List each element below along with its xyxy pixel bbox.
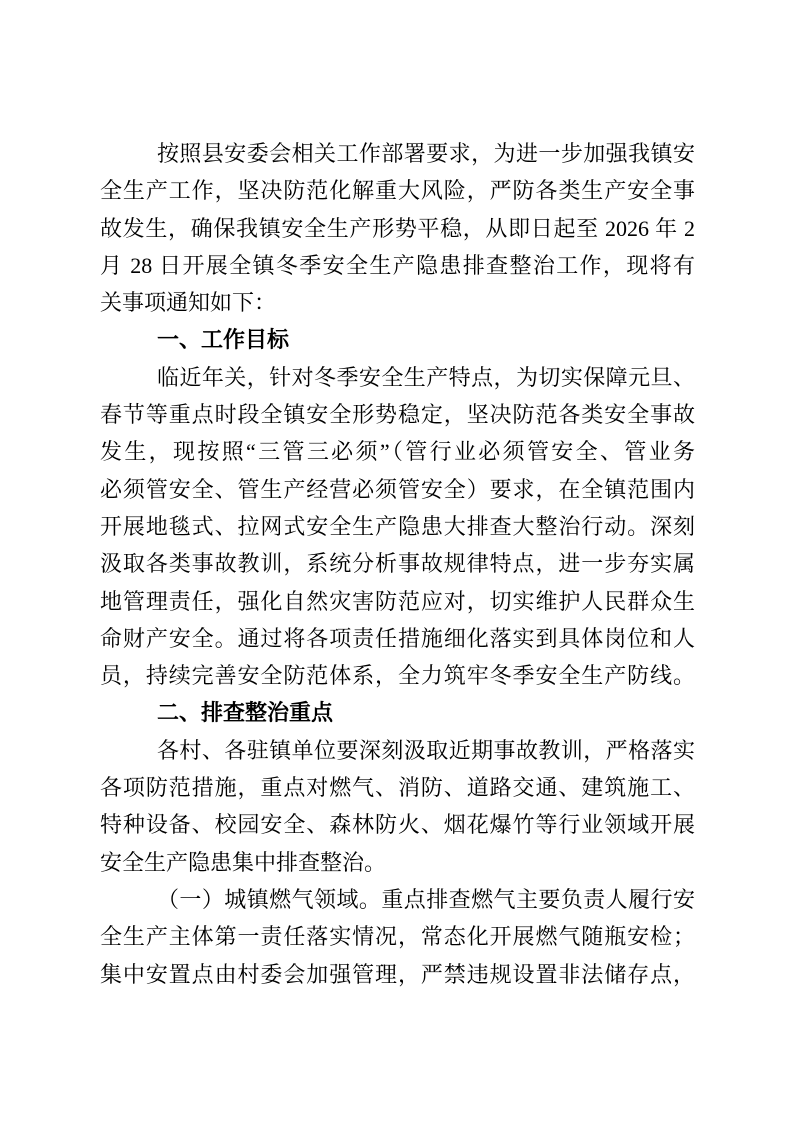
text-line: 临近年关，针对冬季安全生产特点，为切实保障元旦、: [157, 364, 695, 390]
text-line: 员，持续完善安全防范体系，全力筑牢冬季安全生产防线。: [100, 663, 695, 689]
text-line: （一）城镇燃气领域。重点排查燃气主要负责人履行安: [157, 886, 695, 912]
text-line: 发生，现按照“三管三必须”（管行业必须管安全、管业务: [100, 439, 695, 465]
section-heading: 一、工作目标: [157, 327, 290, 353]
intro-paragraph: [100, 135, 695, 321]
text-line: 安全生产隐患集中排查整治。: [100, 849, 387, 875]
text-line: 春节等重点时段全镇安全形势稳定，坚决防范各类安全事故: [100, 402, 695, 428]
text-line: 各村、各驻镇单位要深刻汲取近期事故教训，严格落实: [157, 737, 695, 763]
text-line: 特种设备、校园安全、森林防火、烟花爆竹等行业领域开展: [100, 812, 695, 838]
document-body: [100, 135, 695, 993]
text-line: 集中安置点由村委会加强管理，严禁违规设置非法储存点，: [100, 961, 695, 987]
text-line: 命财产安全。通过将各项责任措施细化落实到具体岗位和人: [100, 625, 695, 651]
section-2-paragraph: [100, 732, 695, 881]
text-line: 全生产主体第一责任落实情况，常态化开展燃气随瓶安检；: [100, 924, 695, 950]
section-2-heading: [100, 694, 695, 731]
text-line: 关事项通知如下：: [100, 290, 277, 316]
item-1-urban-gas-paragraph: [100, 881, 695, 993]
section-heading: 二、排查整治重点: [157, 700, 334, 726]
text-line: 按照县安委会相关工作部署要求，为进一步加强我镇安: [157, 141, 695, 166]
text-line: 开展地毯式、拉网式安全生产隐患大排查大整治行动。深刻: [100, 513, 695, 539]
text-line: 月 28 日开展全镇冬季安全生产隐患排查整治工作，现将有: [100, 252, 695, 278]
text-line: 汲取各类事故教训，系统分析事故规律特点，进一步夯实属: [100, 551, 695, 577]
text-line: 全生产工作，坚决防范化解重大风险，严防各类生产安全事: [100, 178, 695, 204]
section-1-heading: [100, 321, 695, 358]
section-1-paragraph: [100, 359, 695, 695]
text-line: 故发生，确保我镇安全生产形势平稳，从即日起至 2026 年 2: [100, 215, 695, 241]
text-line: 必须管安全、管生产经营必须管安全）要求，在全镇范围内: [100, 476, 695, 502]
text-line: 地管理责任，强化自然灾害防范应对，切实维护人民群众生: [100, 588, 695, 614]
text-line: 各项防范措施，重点对燃气、消防、道路交通、建筑施工、: [100, 775, 695, 801]
